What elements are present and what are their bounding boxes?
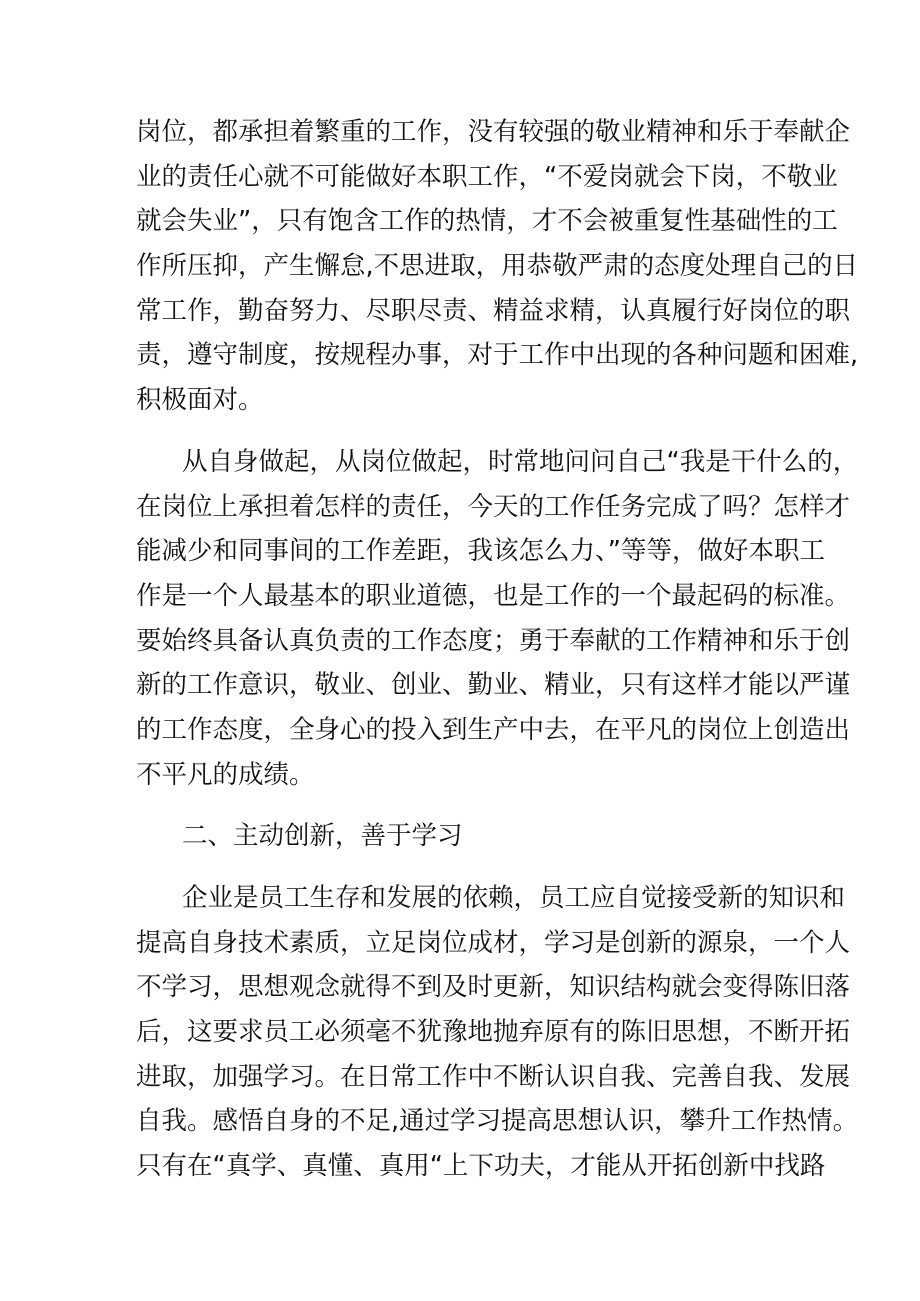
text-line: 后，这要求员工必须毫不犹豫地抛弃原有的陈旧思想，不断开拓 xyxy=(136,1017,851,1048)
heading-text: 二、主动创新，善于学习 xyxy=(182,821,463,852)
text-line: 作所压抑，产生懈怠,不思进取，用恭敬严肃的态度处理自己的日 xyxy=(136,251,859,282)
text-line: 从自身做起，从岗位做起，时常地问问自己“我是干什么的， xyxy=(182,446,859,477)
text-line: 进取，加强学习。在日常工作中不断认识自我、完善自我、发展 xyxy=(136,1061,851,1092)
text-line: 新的工作意识，敬业、创业、勤业、精业，只有这样才能以严谨 xyxy=(136,670,851,701)
text-line: 只有在“真学、真懂、真用“上下功夫，才能从开拓创新中找路 xyxy=(136,1151,826,1182)
text-line: 业的责任心就不可能做好本职工作，“不爱岗就会下岗，不敬业 xyxy=(136,161,838,192)
document-body xyxy=(136,110,859,1189)
text-line: 岗位，都承担着繁重的工作，没有较强的敬业精神和乐于奉献企 xyxy=(136,117,851,147)
text-line: 就会失业”，只有饱含工作的热情，才不会被重复性基础性的工 xyxy=(136,206,838,237)
text-line: 常工作，勤奋努力、尽职尽责、精益求精，认真履行好岗位的职 xyxy=(136,295,851,326)
text-line: 不平凡的成绩。 xyxy=(136,759,315,790)
text-line: 能减少和同事间的工作差距，我该怎么力、”等等，做好本职工 xyxy=(136,536,825,567)
text-line: 提高自身技术素质，立足岗位成材，学习是创新的源泉，一个人 xyxy=(136,927,851,958)
text-line: 在岗位上承担着怎样的责任，今天的工作任务完成了吗？怎样才 xyxy=(136,491,851,522)
text-line: 的工作态度，全身心的投入到生产中去，在平凡的岗位上创造出 xyxy=(136,714,851,745)
text-line: 不学习，思想观念就得不到及时更新，知识结构就会变得陈旧落 xyxy=(136,972,851,1003)
paragraph-1 xyxy=(136,110,859,423)
section-heading xyxy=(136,814,796,859)
text-line: 自我。感悟自身的不足,通过学习提高思想认识，攀升工作热情。 xyxy=(136,1106,859,1137)
paragraph-3 xyxy=(136,876,859,1189)
text-line: 作是一个人最基本的职业道德，也是工作的一个最起码的标准。 xyxy=(136,580,851,611)
text-line: 要始终具备认真负责的工作态度；勇于奉献的工作精神和乐于创 xyxy=(136,625,851,656)
text-line: 责，遵守制度，按规程办事，对于工作中出现的各种问题和困难, xyxy=(136,340,859,371)
paragraph-2 xyxy=(136,440,859,798)
text-line: 企业是员工生存和发展的依赖，员工应自觉接受新的知识和 xyxy=(182,883,846,913)
text-line: 积极面对。 xyxy=(136,385,264,416)
